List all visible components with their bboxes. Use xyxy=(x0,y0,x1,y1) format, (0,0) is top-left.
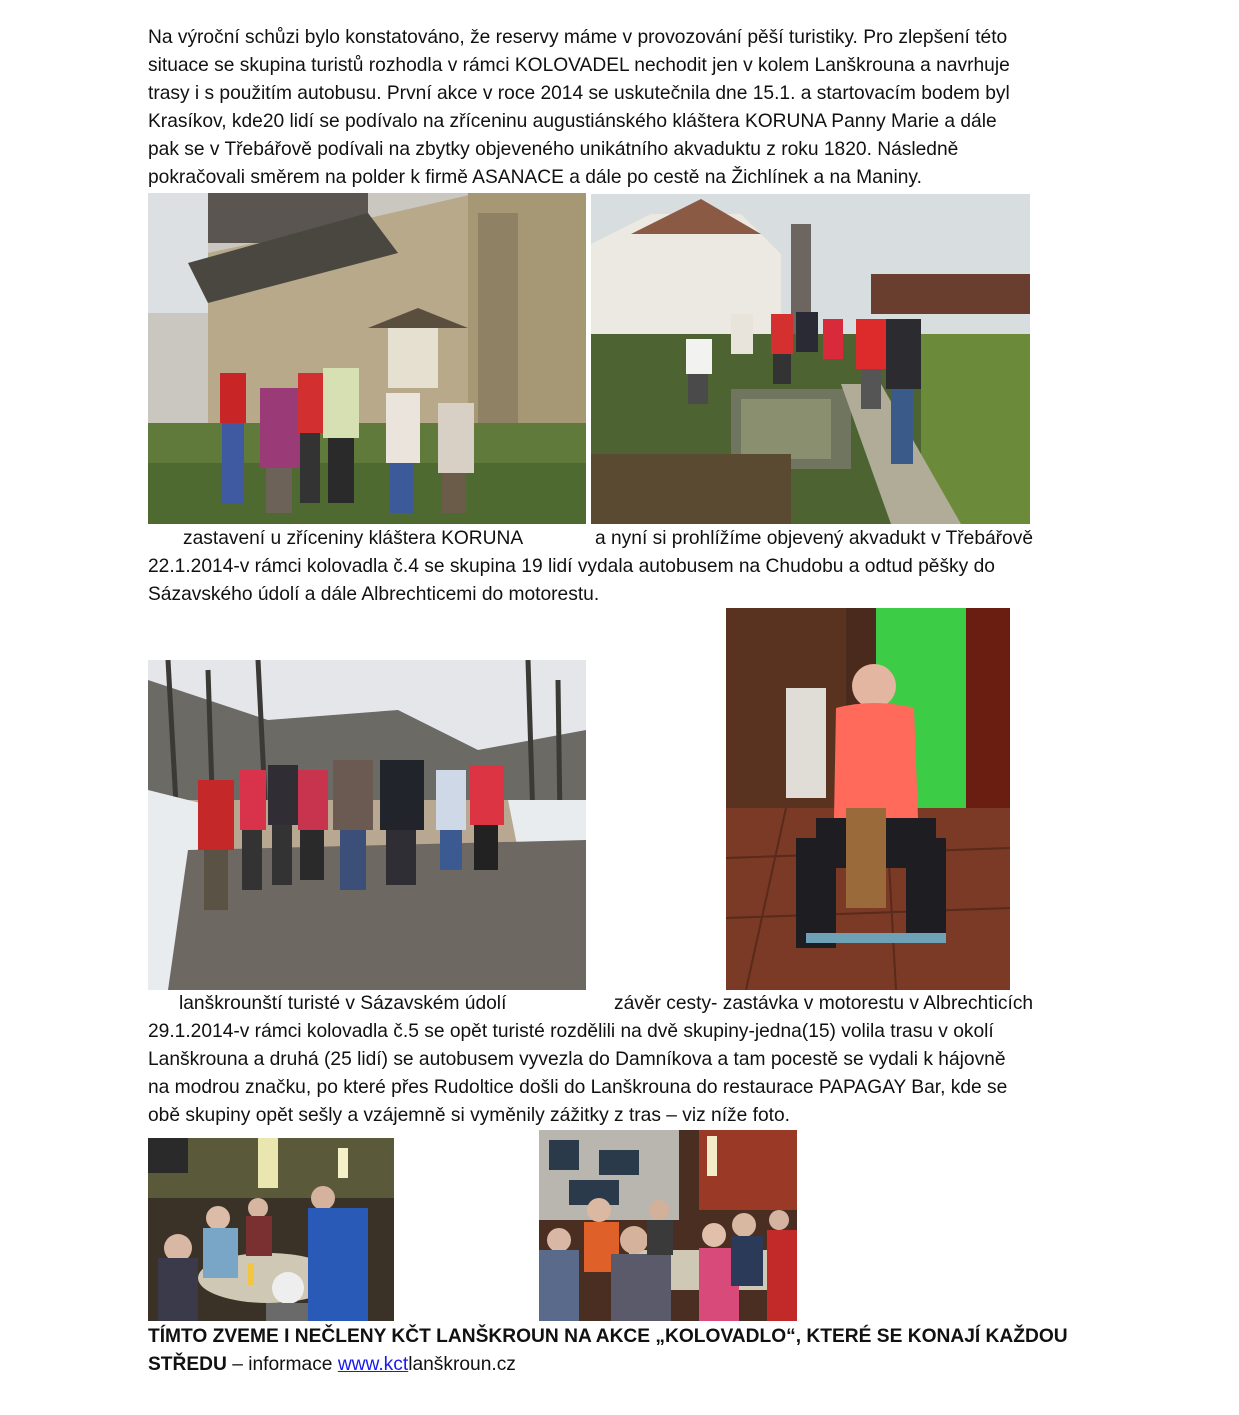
footer-bold-line: TÍMTO ZVEME I NEČLENY KČT LANŠKROUN NA AKCE „KOLOVADLO“, KTERÉ SE KONAJÍ KAŽDOU xyxy=(148,1326,1068,1347)
photo-monastery-ruin xyxy=(148,193,586,524)
caption-motorest: závěr cesty- zastávka v motorestu v Albrechticích xyxy=(614,993,1034,1014)
footer-bold-word: STŘEDU xyxy=(148,1354,227,1375)
paragraph-line: 29.1.2014-v rámci kolovadla č.5 se opět turisté rozdělili na dvě skupiny-jedna(15) volila trasu v okolí xyxy=(148,1021,994,1042)
photo-bar-group-1 xyxy=(148,1138,394,1321)
intro-paragraph xyxy=(148,24,1088,192)
paragraph-line: Sázavského údolí a dále Albrechticemi do motorestu. xyxy=(148,584,600,605)
website-link[interactable] xyxy=(338,1354,408,1375)
photo-motorest xyxy=(726,608,1010,990)
website-link-part[interactable]: www.kct xyxy=(337,1354,409,1375)
intro-line: Na výroční schůzi bylo konstatováno, že reservy máme v provozování pěší turistiky. Pro zlepšení této xyxy=(148,27,1008,48)
intro-line: pak se v Třebářově podívali na zbytky objeveného unikátního akvaduktu z roku 1820. Následně xyxy=(148,139,959,160)
footer-invitation xyxy=(148,1323,1148,1379)
paragraph-line: na modrou značku, po které přes Rudoltice došli do Lanškrouna do restaurace PAPAGAY Bar, kde se xyxy=(148,1077,1008,1098)
caption-monastery: zastavení u zříceniny kláštera KORUNA xyxy=(183,528,524,549)
paragraph-line: Lanškrouna a druhá (25 lidí) se autobusem vyvezla do Damníkova a tam pocestě se vydali k hájovně xyxy=(148,1049,1006,1070)
caption-aqueduct: a nyní si prohlížíme objevený akvadukt v Třebářově xyxy=(595,528,1033,549)
paragraph-line: 22.1.2014-v rámci kolovadla č.4 se skupina 19 lidí vydala autobusem na Chudobu a odtud pěšky do xyxy=(148,556,995,577)
website-link-rest: lanškroun.cz xyxy=(408,1354,516,1375)
intro-line: pokračovali směrem na polder k firmě ASANACE a dále po cestě na Žichlínek a na Maniny. xyxy=(148,167,922,188)
footer-info-text: – informace xyxy=(226,1354,338,1375)
paragraph-22-1 xyxy=(148,553,1088,609)
photo-aqueduct xyxy=(591,194,1030,524)
intro-line: Krasíkov, kde20 lidí se podívalo na zříceninu augustiánského kláštera KORUNA Panny Marie a dále xyxy=(148,111,997,132)
intro-line: trasy i s použitím autobusu. První akce v roce 2014 se uskutečnila dne 15.1. a startovacím bodem byl xyxy=(148,83,1010,104)
caption-valley: lanškrounští turisté v Sázavském údolí xyxy=(179,993,507,1014)
photo-sazava-valley xyxy=(148,660,586,990)
intro-line: situace se skupina turistů rozhodla v rámci KOLOVADEL nechodit jen v kolem Lanškrouna a navrhuje xyxy=(148,55,1010,76)
photo-bar-group-2 xyxy=(539,1130,797,1321)
paragraph-line: obě skupiny opět sešly a vzájemně si vyměnily zážitky z tras – viz níže foto. xyxy=(148,1105,790,1126)
paragraph-29-1 xyxy=(148,1018,1088,1130)
